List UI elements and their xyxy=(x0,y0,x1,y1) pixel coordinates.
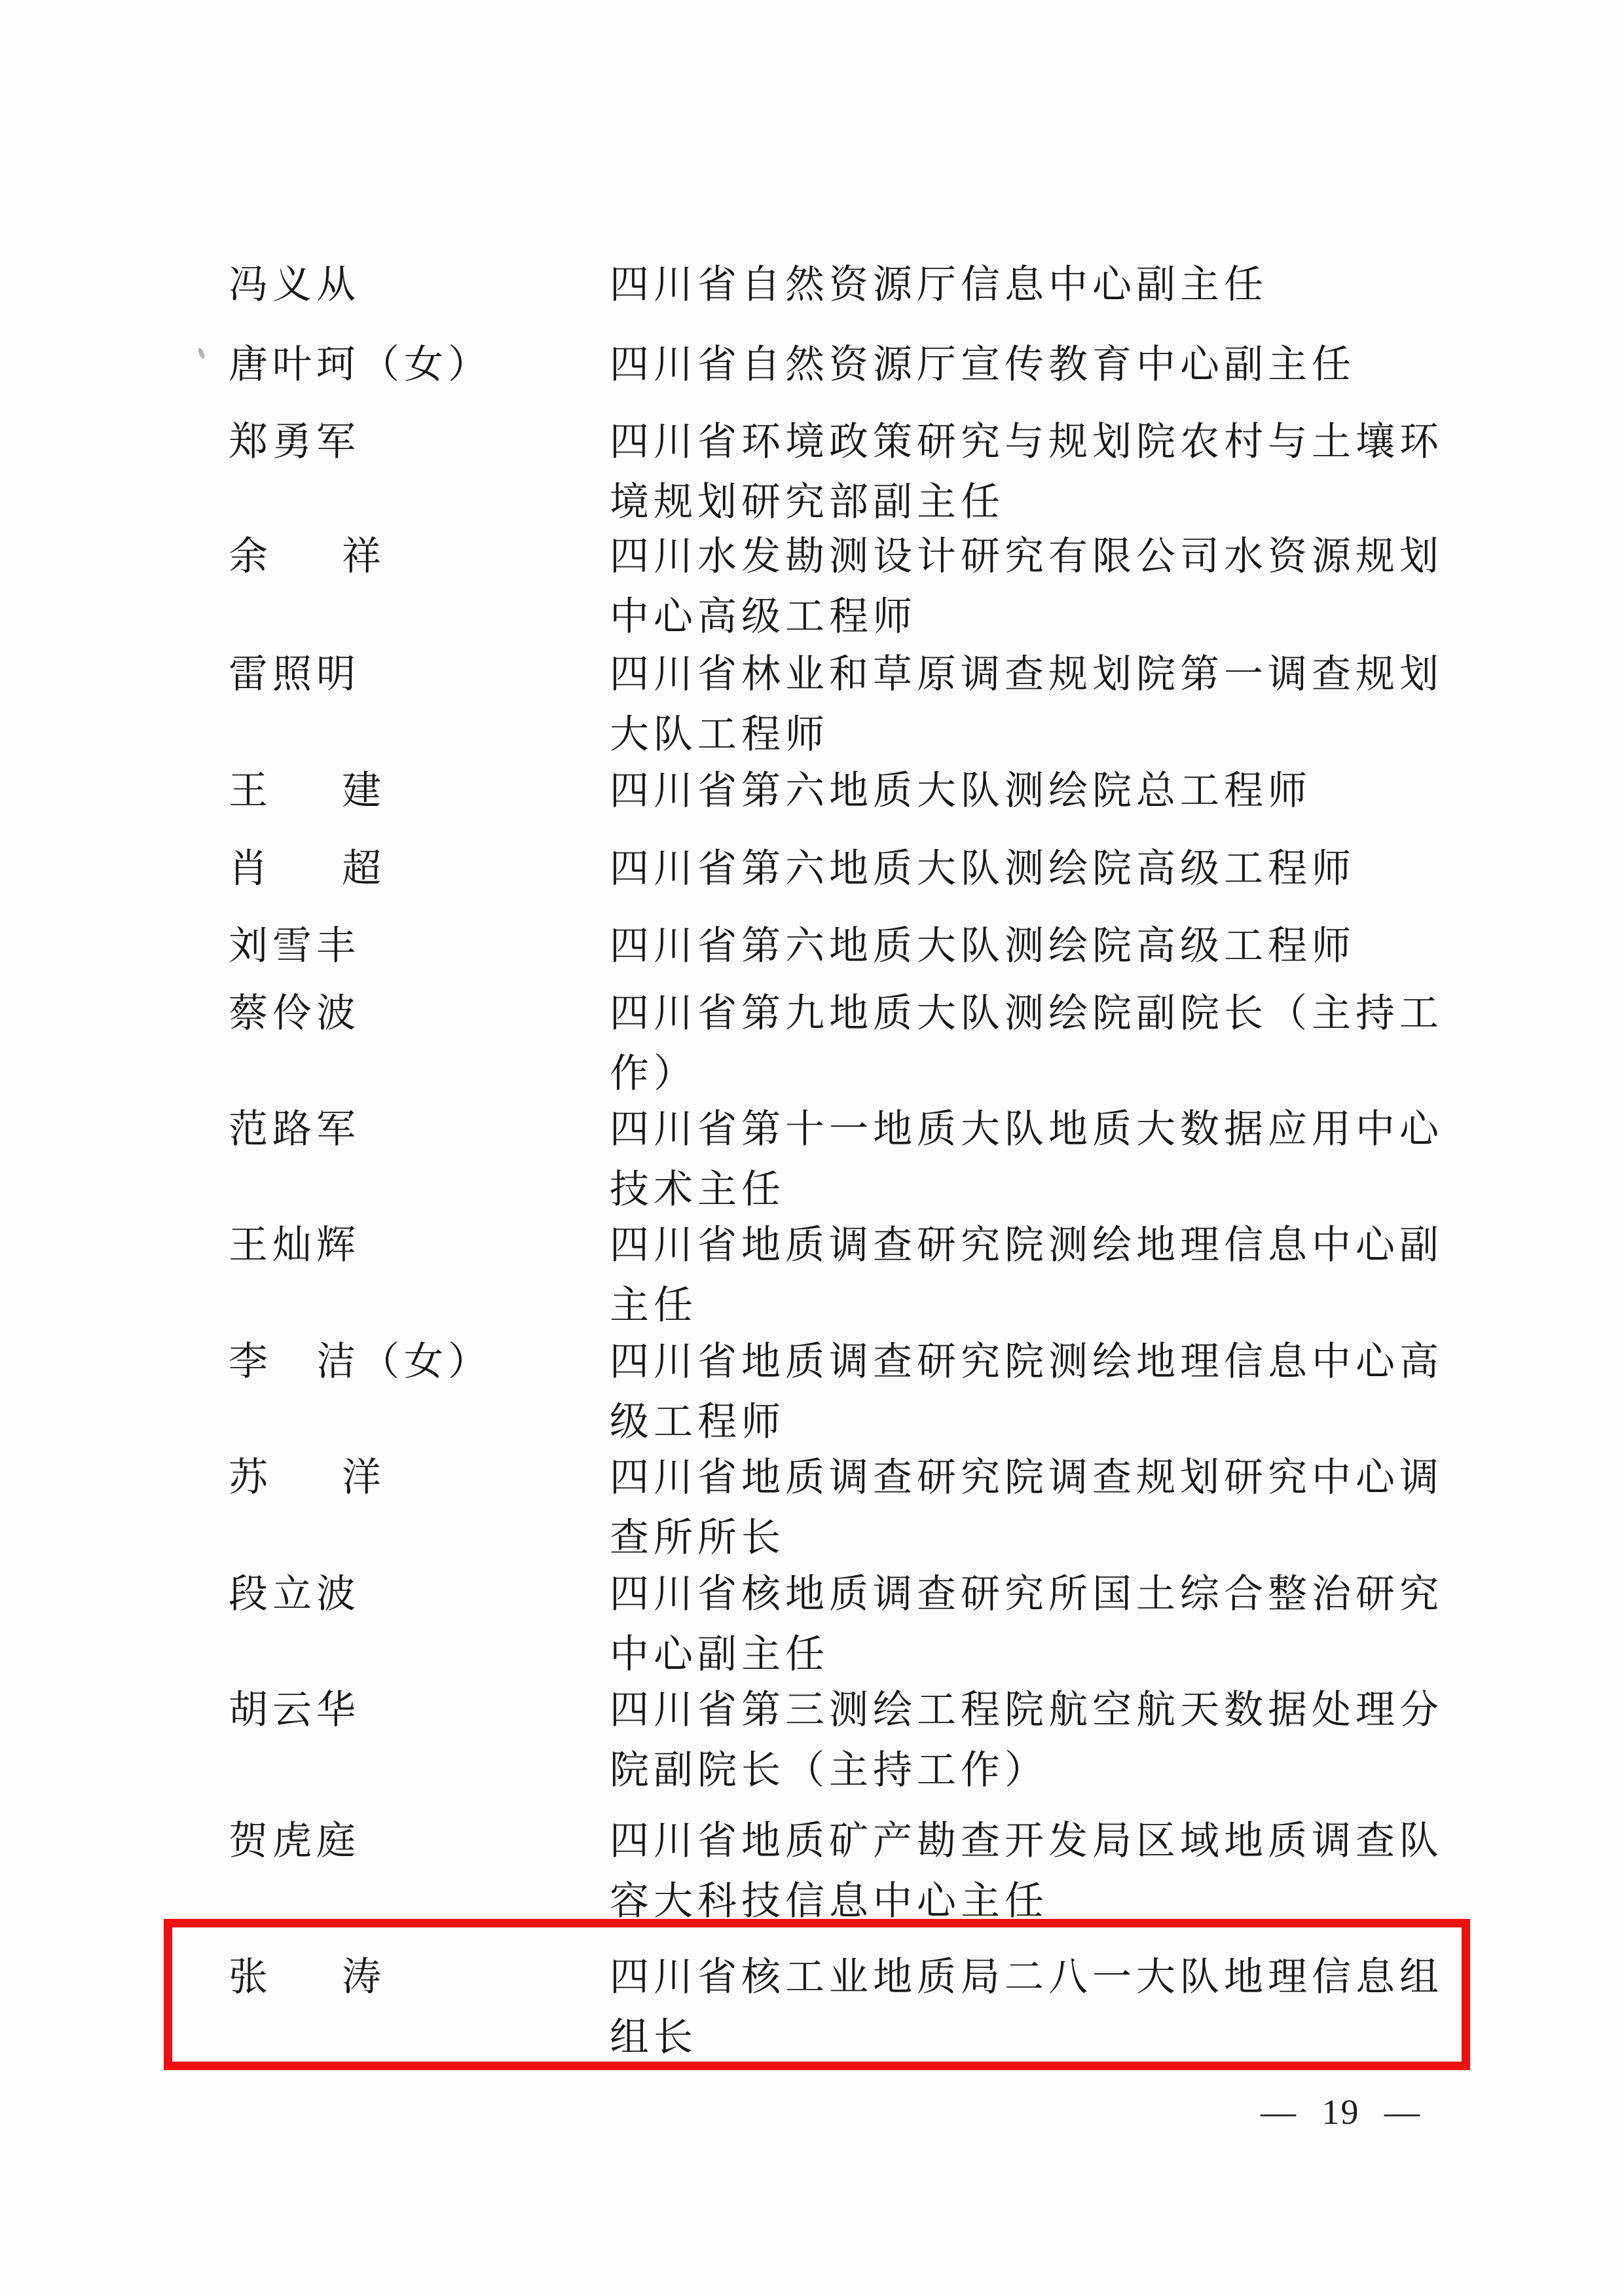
awardee-name: 段立波 xyxy=(229,1573,360,1616)
awardee-name: 余 祥 xyxy=(229,535,381,578)
awardee-entry xyxy=(0,916,1624,976)
awardee-name: 王灿辉 xyxy=(229,1224,360,1267)
awardee-name: 雷照明 xyxy=(229,653,360,696)
awardee-entry xyxy=(0,1564,1624,1685)
awardee-name: 李 洁（女） xyxy=(229,1340,492,1383)
awardee-entry xyxy=(0,983,1624,1104)
awardee-entry xyxy=(0,255,1624,315)
awardee-entry xyxy=(0,1332,1624,1452)
awardee-entry xyxy=(0,1680,1624,1800)
awardee-title: 四川省核工业地质局二八一大队地理信息组组长 xyxy=(610,1956,1443,2059)
awardee-title: 四川省地质调查研究院调查规划研究中心调查所所长 xyxy=(610,1456,1443,1559)
awardee-entry xyxy=(0,412,1624,532)
awardee-name: 唐叶珂（女） xyxy=(229,343,492,386)
awardee-title: 四川省自然资源厅宣传教育中心副主任 xyxy=(610,343,1356,386)
awardee-title: 四川省地质调查研究院测绘地理信息中心副主任 xyxy=(610,1224,1443,1327)
awardee-name: 王 建 xyxy=(229,769,381,812)
awardee-entry xyxy=(0,1215,1624,1336)
awardee-entry xyxy=(0,1811,1624,1931)
awardee-title: 四川省核地质调查研究所国土综合整治研究中心副主任 xyxy=(610,1573,1443,1676)
awardee-entry xyxy=(0,1947,1624,2068)
awardee-entry xyxy=(0,644,1624,765)
awardee-entry xyxy=(0,761,1624,821)
awardee-title: 四川省自然资源厅信息中心副主任 xyxy=(610,263,1268,306)
awardee-title: 四川省第十一地质大队地质大数据应用中心技术主任 xyxy=(610,1108,1443,1211)
awardee-title: 四川省第六地质大队测绘院高级工程师 xyxy=(610,847,1356,890)
awardee-title: 四川省环境政策研究与规划院农村与土壤环境规划研究部副主任 xyxy=(610,420,1443,524)
awardee-title: 四川省第六地质大队测绘院高级工程师 xyxy=(610,924,1356,968)
awardee-name: 胡云华 xyxy=(229,1688,360,1732)
awardee-title: 四川省地质调查研究院测绘地理信息中心高级工程师 xyxy=(610,1340,1443,1444)
awardee-name: 范路军 xyxy=(229,1108,360,1151)
awardee-title: 四川省地质矿产勘查开发局区域地质调查队容大科技信息中心主任 xyxy=(610,1819,1443,1923)
awardee-entry xyxy=(0,526,1624,647)
awardee-entry xyxy=(0,1099,1624,1220)
awardee-name: 刘雪丰 xyxy=(229,924,360,968)
page-number: — 19 — xyxy=(1261,2092,1421,2132)
awardee-entry xyxy=(0,1448,1624,1568)
awardee-name: 张 涛 xyxy=(229,1956,381,1999)
awardee-name: 肖 超 xyxy=(229,847,381,890)
awardee-title: 四川省第九地质大队测绘院副院长（主持工作） xyxy=(610,992,1443,1095)
awardee-name: 贺虎庭 xyxy=(229,1819,360,1863)
awardee-name: 冯义从 xyxy=(229,263,360,306)
awardee-entry xyxy=(0,839,1624,899)
awardee-name: 苏 洋 xyxy=(229,1456,381,1499)
awardee-title: 四川水发勘测设计研究有限公司水资源规划中心高级工程师 xyxy=(610,535,1443,638)
awardee-title: 四川省第三测绘工程院航空航天数据处理分院副院长（主持工作） xyxy=(610,1688,1443,1792)
awardee-name: 郑勇军 xyxy=(229,420,360,464)
awardee-name: 蔡伶波 xyxy=(229,992,360,1035)
awardee-title: 四川省林业和草原调查规划院第一调查规划大队工程师 xyxy=(610,653,1443,756)
awardee-entry xyxy=(0,335,1624,395)
awardee-title: 四川省第六地质大队测绘院总工程师 xyxy=(610,769,1312,812)
